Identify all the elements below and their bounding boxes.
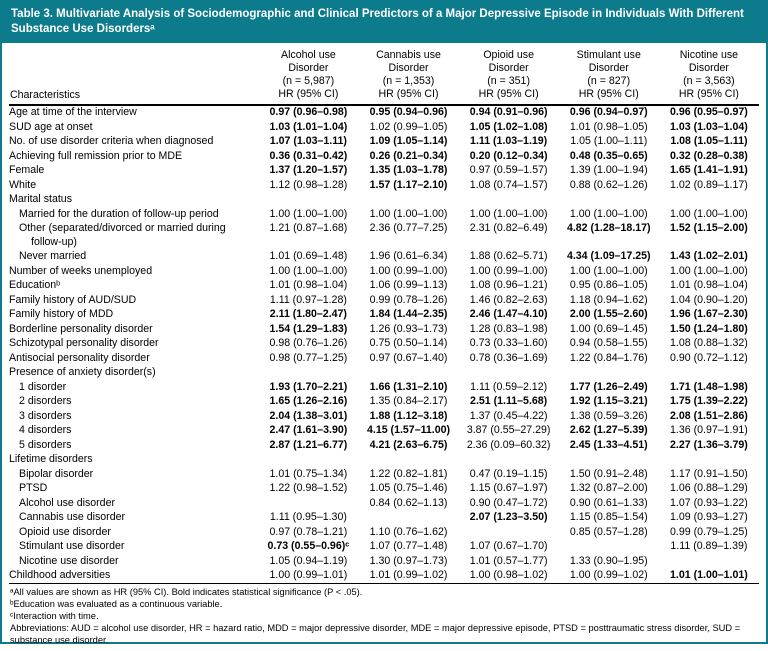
hr-cell: 0.97 (0.59–1.57) — [469, 164, 548, 177]
column-header: Nicotine use Disorder (n = 3,563) HR (95% CI) — [659, 46, 759, 105]
hr-cell: 1.05 (1.00–1.11) — [570, 135, 648, 148]
row-label: Childhood adversities — [9, 569, 258, 584]
table-row — [9, 120, 759, 135]
hr-cell: 1.88 (0.62–5.71) — [469, 250, 548, 263]
hr-cell — [559, 540, 659, 555]
hr-cell: 1.84 (1.44–2.35) — [369, 308, 448, 321]
hr-cell: 4.15 (1.57–11.00) — [366, 424, 451, 437]
hr-cell: 0.97 (0.67–1.40) — [369, 351, 448, 364]
hr-cell: 1.00 (0.69–1.45) — [569, 322, 648, 335]
table-title: Table 3. Multivariate Analysis of Sociodemographic and Clinical Predictors of a Major Depressive Episode in Individuals With Different Substance Use Disordersᵃ — [11, 8, 744, 35]
hr-cell: 2.31 (0.82–6.49) — [469, 222, 548, 235]
hr-cell: 4.21 (2.63–6.75) — [369, 438, 448, 451]
hr-cell: 0.26 (0.21–0.34) — [369, 149, 448, 162]
hr-cell: 1.43 (1.02–2.01) — [670, 250, 748, 263]
row-label: Alcohol use disorder — [19, 496, 115, 509]
hr-cell: 1.17 (0.91–1.50) — [670, 467, 748, 480]
hr-cell: 1.11 (0.97–1.28) — [269, 293, 347, 306]
hr-cell: 1.09 (1.05–1.14) — [369, 135, 448, 148]
hr-cell: 1.71 (1.48–1.98) — [670, 380, 748, 393]
hr-cell: 1.11 (0.95–1.30) — [269, 511, 347, 524]
row-label: Schizotypal personality disorder — [9, 337, 159, 350]
table-row — [9, 135, 759, 150]
header-row — [9, 46, 759, 105]
row-label: Marital status — [9, 193, 72, 206]
hr-cell: 1.05 (1.02–1.08) — [469, 120, 548, 133]
hr-cell: 1.03 (1.03–1.04) — [670, 120, 748, 133]
hr-cell: 1.88 (1.12–3.18) — [369, 409, 448, 422]
hr-cell: 0.88 (0.62–1.26) — [569, 178, 648, 191]
characteristics-header: Characteristics — [9, 46, 258, 105]
hr-cell — [358, 511, 458, 526]
hr-cell: 1.66 (1.31–2.10) — [369, 380, 448, 393]
table-title-bar — [2, 2, 766, 43]
hr-cell: 4.82 (1.28–18.17) — [566, 222, 651, 235]
row-label: Bipolar disorder — [19, 467, 94, 480]
hr-cell: 1.50 (0.91–2.48) — [569, 467, 648, 480]
row-label: Other (separated/divorced or married during follow-up) — [19, 222, 226, 248]
hr-cell: 1.00 (1.00–1.00) — [670, 264, 748, 277]
column-header: Cannabis use Disorder (n = 1,353) HR (95% CI) — [358, 46, 458, 105]
table-row — [9, 496, 759, 511]
hr-cell: 1.36 (0.97–1.91) — [670, 424, 748, 437]
hr-cell: 1.11 (1.03–1.19) — [470, 135, 548, 148]
hr-cell: 1.22 (0.84–1.76) — [569, 351, 648, 364]
hr-cell: 2.51 (1.11–5.68) — [470, 395, 548, 408]
hr-cell: 2.46 (1.47–4.10) — [469, 308, 548, 321]
table-row — [9, 337, 759, 352]
section-row — [9, 453, 759, 468]
hr-cell: 4.34 (1.09–17.25) — [566, 250, 651, 263]
hr-cell: 1.07 (0.77–1.48) — [369, 540, 448, 553]
table-row — [9, 279, 759, 294]
hr-cell: 1.46 (0.82–2.63) — [469, 293, 548, 306]
row-label: Borderline personality disorder — [9, 322, 153, 335]
hr-cell: 1.12 (0.98–1.28) — [269, 178, 348, 191]
hr-cell: 1.37 (1.20–1.57) — [269, 164, 348, 177]
row-label: Number of weeks unemployed — [9, 264, 153, 277]
hr-cell: 1.50 (1.24–1.80) — [670, 322, 748, 335]
hr-cell: 1.01 (0.98–1.05) — [569, 120, 648, 133]
hr-cell: 0.36 (0.31–0.42) — [269, 149, 348, 162]
row-label: Cannabis use disorder — [19, 511, 125, 524]
hr-cell: 1.08 (1.05–1.11) — [670, 135, 748, 148]
hr-cell: 1.03 (1.01–1.04) — [269, 120, 348, 133]
hr-cell: 1.07 (0.93–1.22) — [670, 496, 748, 509]
hr-cell: 1.15 (0.85–1.54) — [569, 511, 648, 524]
column-header: Stimulant use Disorder (n = 827) HR (95% CI) — [559, 46, 659, 105]
hr-cell: 1.08 (0.96–1.21) — [469, 279, 548, 292]
hr-cell: 0.95 (0.94–0.96) — [369, 106, 448, 119]
data-table — [9, 46, 759, 584]
table-row — [9, 250, 759, 265]
hr-cell: 1.35 (0.84–2.17) — [369, 395, 448, 408]
hr-cell: 1.02 (0.89–1.17) — [670, 178, 748, 191]
hr-cell — [258, 496, 358, 511]
hr-cell: 0.99 (0.78–1.26) — [369, 293, 448, 306]
table-row — [9, 569, 759, 584]
hr-cell: 1.05 (0.75–1.46) — [369, 482, 448, 495]
hr-cell: 1.92 (1.15–3.21) — [569, 395, 648, 408]
row-label: Family history of MDD — [9, 308, 114, 321]
table-row — [9, 438, 759, 453]
hr-cell: 1.52 (1.15–2.00) — [670, 222, 748, 235]
hr-cell: 2.00 (1.55–2.60) — [569, 308, 648, 321]
table-row — [9, 105, 759, 121]
footnote: Abbreviations: AUD = alcohol use disorder, HR = hazard ratio, MDD = major depressive disorder, MDE = major depressive episode, PTSD = posttraumatic stress disorder, SUD = substance use disorder. — [10, 622, 741, 645]
table-row — [9, 264, 759, 279]
hr-cell: 1.01 (0.98–1.04) — [269, 279, 348, 292]
hr-cell: 0.32 (0.28–0.38) — [670, 149, 748, 162]
hr-cell: 1.07 (1.03–1.11) — [269, 135, 347, 148]
table-row — [9, 308, 759, 323]
hr-cell: 1.00 (1.00–1.00) — [469, 207, 548, 220]
hr-cell: 2.27 (1.36–3.79) — [670, 438, 748, 451]
hr-cell: 1.09 (0.93–1.27) — [670, 511, 748, 524]
hr-cell: 1.22 (0.98–1.52) — [269, 482, 348, 495]
row-label: Educationᵇ — [9, 279, 61, 292]
hr-cell: 2.62 (1.27–5.39) — [569, 424, 648, 437]
hr-cell: 0.94 (0.91–0.96) — [469, 106, 548, 119]
hr-cell: 1.02 (0.99–1.05) — [369, 120, 448, 133]
hr-cell: 0.96 (0.94–0.97) — [569, 106, 648, 119]
hr-cell: 1.77 (1.26–2.49) — [569, 380, 648, 393]
table-row — [9, 395, 759, 410]
hr-cell: 0.78 (0.36–1.69) — [469, 351, 548, 364]
hr-cell: 0.96 (0.95–0.97) — [670, 106, 748, 119]
hr-cell: 1.57 (1.17–2.10) — [369, 178, 448, 191]
hr-cell: 1.00 (0.99–1.00) — [369, 264, 448, 277]
hr-cell: 1.96 (1.67–2.30) — [670, 308, 748, 321]
footnotes — [9, 584, 759, 650]
row-label: Married for the duration of follow-up period — [19, 207, 219, 220]
row-label: 3 disorders — [19, 409, 72, 422]
hr-cell: 1.01 (0.57–1.77) — [469, 554, 548, 567]
hr-cell: 1.06 (0.99–1.13) — [369, 279, 448, 292]
footnote: ᶜInteraction with time. — [10, 610, 99, 621]
row-label: 5 disorders — [19, 438, 72, 451]
hr-cell: 1.22 (0.82–1.81) — [369, 467, 448, 480]
row-label: Opioid use disorder — [19, 525, 111, 538]
table-row — [9, 540, 759, 555]
hr-cell: 1.15 (0.67–1.97) — [469, 482, 548, 495]
hr-cell: 1.00 (1.00–1.00) — [569, 207, 648, 220]
footnote: ᵇEducation was evaluated as a continuous variable. — [10, 598, 223, 609]
hr-cell — [659, 554, 759, 569]
row-label: Family history of AUD/SUD — [9, 293, 137, 306]
table-row — [9, 293, 759, 308]
hr-cell: 1.00 (0.99–1.02) — [559, 569, 659, 584]
row-label: Nicotine use disorder — [19, 554, 119, 567]
hr-cell: 3.87 (0.55–27.29) — [466, 424, 551, 437]
table-body — [9, 105, 759, 584]
hr-cell: 1.28 (0.83–1.98) — [469, 322, 548, 335]
hr-cell: 1.35 (1.03–1.78) — [369, 164, 448, 177]
row-label: 4 disorders — [19, 424, 72, 437]
row-label: Never married — [19, 250, 87, 263]
hr-cell: 1.00 (0.99–1.00) — [469, 264, 548, 277]
table-row — [9, 322, 759, 337]
hr-cell — [459, 525, 559, 540]
hr-cell: 1.38 (0.59–3.26) — [569, 409, 648, 422]
hr-cell: 0.85 (0.57–1.28) — [569, 525, 648, 538]
row-label: Presence of anxiety disorder(s) — [9, 366, 156, 379]
hr-cell: 1.37 (0.45–4.22) — [469, 409, 548, 422]
row-label: Achieving full remission prior to MDE — [9, 149, 183, 162]
hr-cell: 1.00 (0.98–1.02) — [459, 569, 559, 584]
section-row — [9, 366, 759, 381]
hr-cell: 1.10 (0.76–1.62) — [369, 525, 448, 538]
hr-cell: 1.65 (1.41–1.91) — [670, 164, 748, 177]
hr-cell: 1.08 (0.74–1.57) — [469, 178, 548, 191]
table-main — [2, 43, 766, 651]
hr-cell: 0.98 (0.76–1.26) — [269, 337, 348, 350]
hr-cell: 1.00 (1.00–1.00) — [670, 207, 748, 220]
hr-cell: 1.01 (1.00–1.01) — [659, 569, 759, 584]
row-label: 1 disorder — [19, 380, 67, 393]
section-row — [9, 193, 759, 208]
table-row — [9, 482, 759, 497]
hr-cell: 1.00 (1.00–1.00) — [269, 207, 348, 220]
table-row — [9, 424, 759, 439]
table-row — [9, 554, 759, 569]
hr-cell: 1.11 (0.89–1.39) — [670, 540, 748, 553]
hr-cell: 0.95 (0.86–1.05) — [569, 279, 648, 292]
hr-cell: 1.11 (0.59–2.12) — [470, 380, 548, 393]
column-header: Alcohol use Disorder (n = 5,987) HR (95% CI) — [258, 46, 358, 105]
row-label: No. of use disorder criteria when diagnosed — [9, 135, 214, 148]
row-label: PTSD — [19, 482, 48, 495]
hr-cell: 1.04 (0.90–1.20) — [670, 293, 748, 306]
table-row — [9, 409, 759, 424]
row-label: Antisocial personality disorder — [9, 351, 150, 364]
hr-cell: 0.98 (0.77–1.25) — [269, 351, 348, 364]
hr-cell: 1.75 (1.39–2.22) — [670, 395, 748, 408]
hr-cell: 1.07 (0.67–1.70) — [469, 540, 548, 553]
table-row — [9, 222, 759, 250]
hr-cell: 2.08 (1.51–2.86) — [670, 409, 748, 422]
table-row — [9, 511, 759, 526]
hr-cell: 1.39 (1.00–1.94) — [569, 164, 648, 177]
hr-cell: 0.90 (0.72–1.12) — [670, 351, 748, 364]
hr-cell: 2.04 (1.38–3.01) — [269, 409, 348, 422]
table-row — [9, 467, 759, 482]
row-label: Age at time of the interview — [9, 106, 137, 119]
hr-cell: 2.87 (1.21–6.77) — [269, 438, 348, 451]
hr-cell: 1.26 (0.93–1.73) — [369, 322, 448, 335]
hr-cell: 1.06 (0.88–1.29) — [670, 482, 748, 495]
hr-cell: 1.08 (0.88–1.32) — [670, 337, 748, 350]
footnote: ᵃAll values are shown as HR (95% CI). Bold indicates statistical significance (P < .05). — [10, 587, 363, 598]
hr-cell: 1.05 (0.94–1.19) — [269, 554, 348, 567]
row-label: SUD age at onset — [9, 120, 93, 133]
hr-cell: 1.01 (0.75–1.34) — [269, 467, 348, 480]
hr-cell: 0.75 (0.50–1.14) — [369, 337, 448, 350]
hr-cell: 1.96 (0.61–6.34) — [369, 250, 448, 263]
hr-cell: 1.00 (1.00–1.00) — [569, 264, 648, 277]
hr-cell: 0.97 (0.78–1.21) — [269, 525, 348, 538]
hr-cell: 0.99 (0.79–1.25) — [670, 525, 748, 538]
table-row — [9, 351, 759, 366]
hr-cell: 1.65 (1.26–2.16) — [269, 395, 348, 408]
hr-cell: 2.47 (1.61–3.90) — [269, 424, 348, 437]
table-row — [9, 178, 759, 193]
hr-cell: 2.36 (0.09–60.32) — [466, 438, 551, 451]
hr-cell: 1.32 (0.87–2.00) — [569, 482, 648, 495]
hr-cell: 0.90 (0.47–1.72) — [469, 496, 548, 509]
hr-cell: 1.21 (0.87–1.68) — [269, 222, 348, 235]
hr-cell: 0.20 (0.12–0.34) — [469, 149, 548, 162]
hr-cell: 1.30 (0.97–1.73) — [369, 554, 448, 567]
hr-cell: 0.90 (0.61–1.33) — [569, 496, 648, 509]
hr-cell: 1.00 (0.99–1.01) — [258, 569, 358, 584]
column-header: Opioid use Disorder (n = 351) HR (95% CI) — [459, 46, 559, 105]
hr-cell: 1.00 (1.00–1.00) — [269, 264, 348, 277]
table-row — [9, 149, 759, 164]
hr-cell: 1.00 (1.00–1.00) — [369, 207, 448, 220]
hr-cell: 1.01 (0.98–1.04) — [670, 279, 748, 292]
hr-cell: 0.48 (0.35–0.65) — [569, 149, 648, 162]
hr-cell: 2.11 (1.80–2.47) — [269, 308, 347, 321]
hr-cell: 1.01 (0.69–1.48) — [269, 250, 348, 263]
hr-cell: 1.54 (1.29–1.83) — [269, 322, 348, 335]
hr-cell: 0.73 (0.55–0.96)ᶜ — [267, 540, 350, 553]
table-row — [9, 380, 759, 395]
hr-cell: 0.97 (0.96–0.98) — [269, 106, 348, 119]
hr-cell: 1.33 (0.90–1.95) — [569, 554, 648, 567]
row-label: Female — [9, 164, 45, 177]
table-row — [9, 164, 759, 179]
hr-cell: 1.01 (0.99–1.02) — [358, 569, 458, 584]
hr-cell: 2.07 (1.23–3.50) — [469, 511, 548, 524]
table-row — [9, 207, 759, 222]
row-label: White — [9, 178, 37, 191]
row-label: Stimulant use disorder — [19, 540, 125, 553]
hr-cell: 0.47 (0.19–1.15) — [469, 467, 548, 480]
row-label: Lifetime disorders — [9, 453, 93, 466]
hr-cell: 0.73 (0.33–1.60) — [469, 337, 548, 350]
hr-cell: 1.18 (0.94–1.62) — [569, 293, 648, 306]
hr-cell: 2.45 (1.33–4.51) — [569, 438, 648, 451]
hr-cell: 0.84 (0.62–1.13) — [369, 496, 448, 509]
hr-cell: 1.93 (1.70–2.21) — [269, 380, 348, 393]
hr-cell: 2.36 (0.77–7.25) — [369, 222, 448, 235]
table-header — [9, 46, 759, 105]
row-label: 2 disorders — [19, 395, 72, 408]
hr-cell: 0.94 (0.58–1.55) — [569, 337, 648, 350]
table-row — [9, 525, 759, 540]
